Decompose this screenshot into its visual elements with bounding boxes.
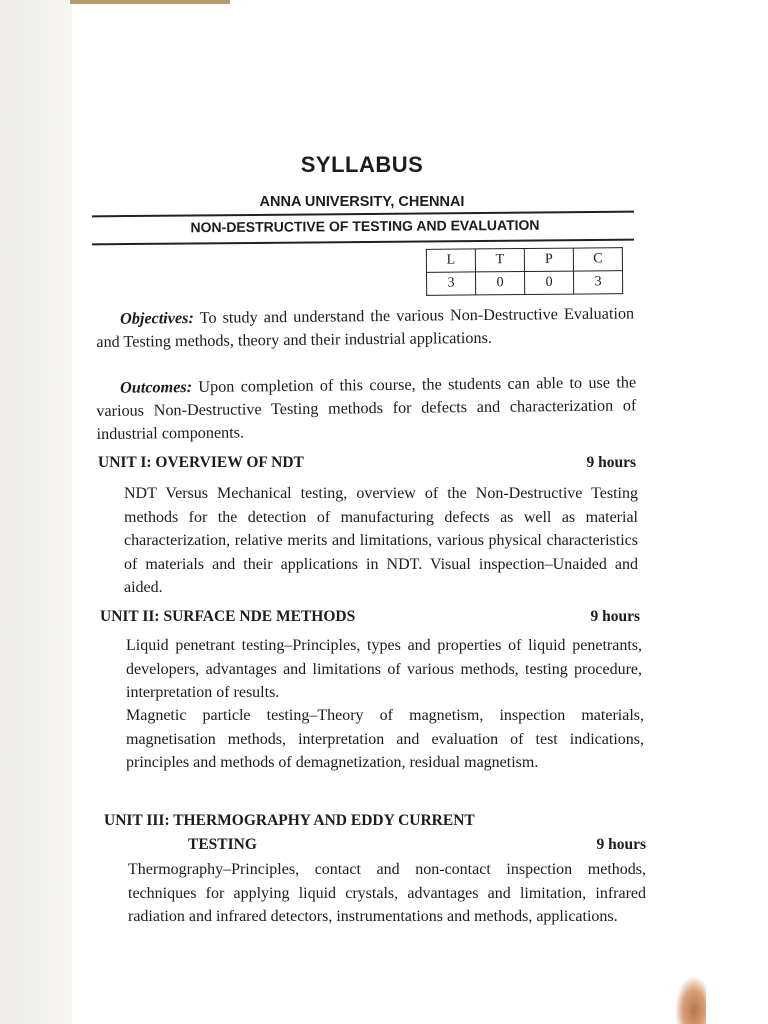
unit-2-title: UNIT II: SURFACE NDE METHODS	[100, 608, 356, 625]
objectives-text: To study and understand the various Non-Destructive Evaluation and Testing methods, theory and their industrial applications.	[96, 304, 635, 351]
unit-1-heading	[98, 454, 636, 472]
ltpc-header-t: T	[475, 249, 524, 272]
ltpc-value-t: 0	[476, 272, 525, 295]
unit-2-heading	[100, 608, 640, 626]
university-name: ANNA UNIVERSITY, CHENNAI	[259, 194, 465, 210]
outcomes-paragraph	[96, 371, 637, 446]
unit-3-title-cont: TESTING	[188, 836, 257, 853]
outcomes-text: Upon completion of this course, the students can able to use the various Non-Destructive Testing methods for defects and characterization of industrial components.	[96, 373, 637, 443]
unit-1-body: NDT Versus Mechanical testing, overview of the Non-Destructive Testing methods for the detection of manufacturing defects as well as material characterization, relative merits and limitations, various physical characteristics of materials and their applications in NDT. Visual inspection–Unaided and aided.	[124, 485, 638, 596]
page-title: SYLLABUS	[300, 152, 424, 177]
unit-2-body-1: Liquid penetrant testing–Principles, types and properties of liquid penetrants, developers, advantages and limitations of various methods, testing procedure, interpretation of results.	[126, 637, 642, 701]
outcomes-label: Outcomes:	[120, 377, 193, 397]
unit-3-title: UNIT III: THERMOGRAPHY AND EDDY CURRENT	[104, 812, 475, 829]
unit-2-hours: 9 hours	[590, 608, 640, 625]
objectives-paragraph	[96, 302, 634, 354]
ltpc-header-c: C	[573, 248, 622, 271]
objectives-label: Objectives:	[120, 308, 194, 328]
ltpc-value-l: 3	[427, 272, 476, 295]
ltpc-header-row	[426, 248, 622, 273]
unit-3-heading	[104, 812, 644, 830]
thumb-shadow	[676, 978, 706, 1024]
ltpc-value-row	[427, 271, 623, 296]
page-edge-strip	[70, 0, 230, 4]
unit-3-hours: 9 hours	[596, 836, 646, 853]
course-title: NON-DESTRUCTIVE OF TESTING AND EVALUATION	[190, 216, 540, 236]
ltpc-value-p: 0	[525, 271, 574, 294]
unit-1-title: UNIT I: OVERVIEW OF NDT	[98, 454, 304, 471]
ltpc-header-p: P	[524, 248, 573, 271]
scan-margin	[0, 0, 72, 1024]
ltpc-table	[426, 247, 623, 296]
unit-1-hours: 9 hours	[586, 454, 636, 471]
unit-2-body-2: Magnetic particle testing–Theory of magnetism, inspection materials, magnetisation methods, interpretation and evaluation of test indications, principles and methods of demagnetization, residual magnetism.	[126, 707, 644, 771]
ltpc-value-c: 3	[573, 271, 622, 294]
ltpc-header-l: L	[426, 249, 475, 272]
unit-3-heading-cont	[188, 836, 646, 854]
unit-3-body: Thermography–Principles, contact and non-contact inspection methods, techniques for applying liquid crystals, advantages and limitation, infrared radiation and infrared detectors, instrumentations and methods, applications.	[128, 861, 646, 925]
